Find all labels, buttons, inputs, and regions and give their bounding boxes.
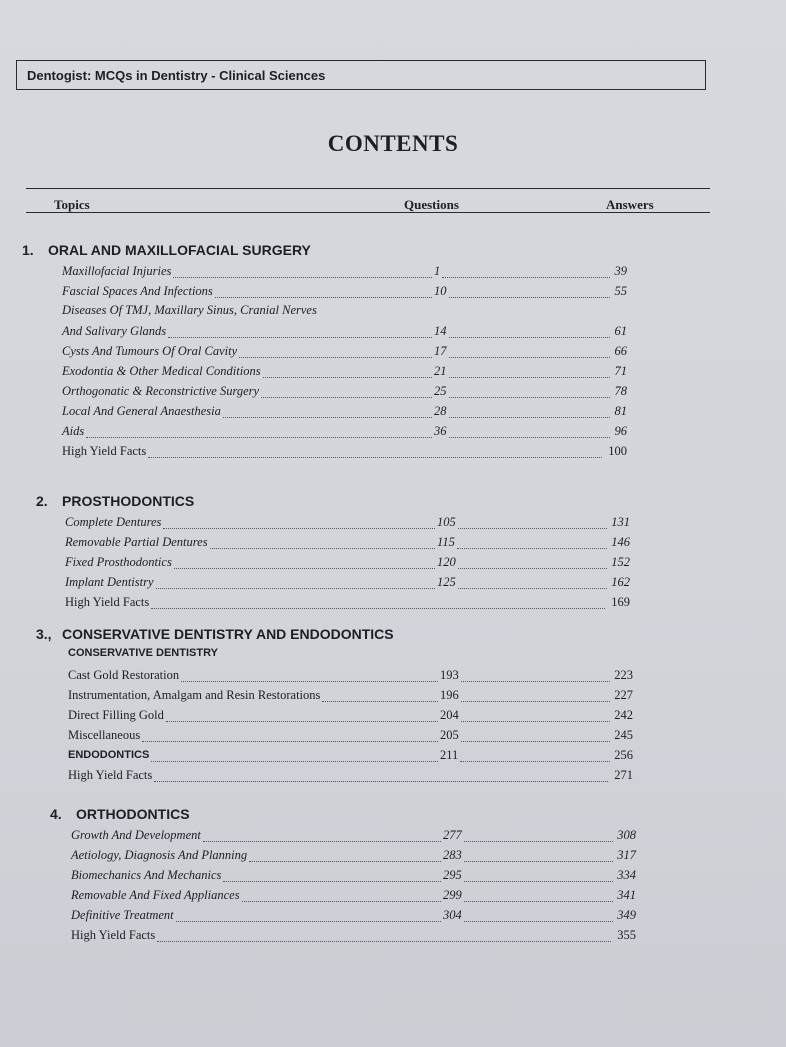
toc-entry-answer-page: 349 (617, 908, 636, 922)
toc-entry-question-page: 299 (443, 888, 462, 902)
dot-leader (464, 845, 613, 862)
toc-entry-answer-page: 71 (614, 364, 627, 378)
dot-leader (464, 825, 613, 842)
toc-entry (71, 826, 636, 846)
toc-entry-question-page: 21 (434, 364, 447, 378)
dot-leader (449, 381, 610, 398)
toc-entry (62, 262, 627, 282)
toc-entry-title: Growth And Development (71, 828, 201, 842)
toc-entry-question-page: 277 (443, 828, 462, 842)
toc-entry-answer-page: 39 (614, 264, 627, 278)
toc-entry-title: Definitive Treatment (71, 908, 174, 922)
dot-leader (458, 512, 607, 529)
toc-entry-title: Cysts And Tumours Of Oral Cavity (62, 344, 238, 358)
toc-entry-title: Removable And Fixed Appliances (71, 888, 240, 902)
dot-leader (461, 705, 610, 722)
dot-leader (181, 665, 438, 682)
toc-entry-title: High Yield Facts (68, 768, 153, 782)
dot-leader (86, 421, 432, 438)
toc-entry (62, 442, 627, 462)
dot-leader (464, 865, 613, 882)
toc-entry-question-page: 120 (437, 555, 456, 569)
toc-entry-title: Biomechanics And Mechanics (71, 868, 222, 882)
dot-leader (261, 381, 432, 398)
column-header-answers: Answers (606, 197, 654, 212)
toc-entry (65, 573, 630, 593)
toc-entry (68, 686, 633, 706)
dot-leader (458, 552, 607, 569)
toc-entry-question-page: 193 (440, 668, 459, 682)
toc-entry-question-page: 17 (434, 344, 447, 358)
toc-entry-answer-page: 96 (614, 424, 627, 438)
toc-entry-answer-page: 317 (617, 848, 636, 862)
toc-entry-title: Aetiology, Diagnosis And Planning (71, 848, 248, 862)
section-heading (36, 626, 394, 642)
toc-entry (68, 706, 633, 726)
section-number: 3., (36, 626, 52, 642)
toc-entry-title: Direct Filling Gold (68, 708, 164, 722)
dot-leader (242, 885, 441, 902)
toc-entry-title: Maxillofacial Injuries (62, 264, 172, 278)
toc-entry (62, 402, 627, 422)
dot-leader (457, 532, 607, 549)
toc-entry-title: Removable Partial Dentures (65, 535, 208, 549)
toc-entry (71, 926, 636, 946)
dot-leader (449, 321, 610, 338)
toc-entry-answer-page: 81 (614, 404, 627, 418)
dot-leader (215, 281, 432, 298)
dot-leader (460, 745, 610, 762)
dot-leader (461, 665, 610, 682)
dot-leader (151, 745, 438, 762)
toc-entry (68, 746, 633, 766)
toc-entry-answer-page: 308 (617, 828, 636, 842)
dot-leader (239, 341, 432, 358)
dot-leader (458, 572, 607, 589)
toc-entry (71, 846, 636, 866)
toc-entry-answer-page: 227 (614, 688, 633, 702)
table-header-rule (26, 212, 710, 213)
toc-entry-question-page: 125 (437, 575, 456, 589)
dot-leader (249, 845, 441, 862)
toc-entry (68, 766, 633, 786)
toc-entry-question-page: 10 (434, 284, 447, 298)
dot-leader (156, 572, 435, 589)
toc-entry (65, 533, 630, 553)
toc-entry-question-page: 1 (434, 264, 441, 278)
dot-leader (449, 421, 610, 438)
dot-leader (148, 441, 602, 458)
dot-leader (449, 361, 610, 378)
dot-leader (223, 865, 441, 882)
toc-entry-question-page: 304 (443, 908, 462, 922)
toc-entry-title: High Yield Facts (65, 595, 150, 609)
toc-entry-title: Fascial Spaces And Infections (62, 284, 213, 298)
column-header-topics: Topics (54, 197, 90, 212)
dot-leader (174, 552, 435, 569)
toc-entry-title: Fixed Prosthodontics (65, 555, 172, 569)
toc-entry-title: And Salivary Glands (62, 324, 167, 338)
toc-entry-title: High Yield Facts (71, 928, 156, 942)
toc-entry-answer-page: 78 (614, 384, 627, 398)
section-number: 4. (50, 806, 62, 822)
toc-entry-title: High Yield Facts (62, 444, 147, 458)
dot-leader (168, 321, 432, 338)
dot-leader (461, 685, 610, 702)
dot-leader (151, 592, 605, 609)
toc-entry (62, 322, 627, 342)
dot-leader (163, 512, 435, 529)
dot-leader (263, 361, 432, 378)
dot-leader (322, 685, 438, 702)
toc-entry-question-page: 295 (443, 868, 462, 882)
dot-leader (449, 401, 610, 418)
dot-leader (173, 261, 432, 278)
toc-entry-question-page: 36 (434, 424, 447, 438)
toc-entry-answer-page: 223 (614, 668, 633, 682)
toc-entry-title: Aids (62, 424, 85, 438)
toc-entry-answer-page: 131 (611, 515, 630, 529)
dot-leader (157, 925, 611, 942)
section-title: PROSTHODONTICS (62, 493, 195, 509)
toc-entry-title: Instrumentation, Amalgam and Resin Restorations (68, 688, 321, 702)
toc-entry (62, 382, 627, 402)
table-top-rule (26, 188, 710, 189)
section-title: ORTHODONTICS (76, 806, 190, 822)
section-number: 1. (22, 242, 34, 258)
toc-entry-title-line: Diseases Of TMJ, Maxillary Sinus, Cranial Nerves (62, 303, 317, 317)
toc-entry (65, 553, 630, 573)
dot-leader (223, 401, 432, 418)
dot-leader (449, 281, 610, 298)
toc-entry-answer-page: 256 (614, 748, 633, 762)
toc-entry-title: Complete Dentures (65, 515, 162, 529)
toc-entry-title: Exodontia & Other Medical Conditions (62, 364, 261, 378)
toc-entry (62, 422, 627, 442)
toc-entry-answer-page: 152 (611, 555, 630, 569)
dot-leader (203, 825, 441, 842)
toc-entry-question-page: 205 (440, 728, 459, 742)
toc-entry (62, 342, 627, 362)
toc-entry (65, 513, 630, 533)
toc-entry-answer-page: 334 (617, 868, 636, 882)
toc-entry-title: Miscellaneous (68, 728, 141, 742)
toc-entry-question-page: 25 (434, 384, 447, 398)
dot-leader (464, 885, 613, 902)
dot-leader (449, 341, 610, 358)
running-header-box (16, 60, 706, 90)
toc-entry (71, 906, 636, 926)
toc-entry (65, 593, 630, 613)
toc-entry-question-page: 14 (434, 324, 447, 338)
dot-leader (154, 765, 608, 782)
toc-entry-answer-page: 66 (614, 344, 627, 358)
toc-entry-question-page: 196 (440, 688, 459, 702)
section-heading (50, 806, 190, 822)
toc-entry-answer-page: 61 (614, 324, 627, 338)
section-heading (36, 493, 194, 509)
toc-entry (68, 666, 633, 686)
dot-leader (461, 725, 610, 742)
column-header-questions: Questions (404, 197, 459, 212)
toc-entry-answer-page: 242 (614, 708, 633, 722)
toc-entry-title: Implant Dentistry (65, 575, 154, 589)
dot-leader (176, 905, 441, 922)
section-number: 2. (36, 493, 48, 509)
toc-entry-answer-page: 169 (611, 595, 630, 609)
toc-entry (71, 866, 636, 886)
toc-entry-title: ENDODONTICS (68, 749, 150, 761)
toc-entry-question-page: 211 (440, 748, 459, 762)
toc-entry-answer-page: 355 (617, 928, 636, 942)
dot-leader (442, 261, 610, 278)
dot-leader (464, 905, 613, 922)
toc-entry (71, 886, 636, 906)
toc-entry-answer-page: 271 (614, 768, 633, 782)
dot-leader (166, 705, 438, 722)
dot-leader (210, 532, 435, 549)
toc-entry (62, 362, 627, 382)
toc-entry-question-page: 204 (440, 708, 459, 722)
toc-entry-answer-page: 245 (614, 728, 633, 742)
toc-entry-question-page: 28 (434, 404, 447, 418)
toc-entry-question-page: 105 (437, 515, 456, 529)
toc-entry-question-page: 283 (443, 848, 462, 862)
toc-entry-title: Cast Gold Restoration (68, 668, 180, 682)
toc-entry-title: Orthogonatic & Reconstrictive Surgery (62, 384, 260, 398)
toc-entry-answer-page: 100 (608, 444, 627, 458)
section-heading (22, 242, 311, 258)
toc-entry-answer-page: 162 (611, 575, 630, 589)
toc-entry-answer-page: 341 (617, 888, 636, 902)
page-title: CONTENTS (327, 131, 459, 156)
dot-leader (142, 725, 438, 742)
toc-entry-answer-page: 146 (611, 535, 630, 549)
toc-entry (68, 726, 633, 746)
running-header-title: Dentogist: MCQs in Dentistry - Clinical Sciences (27, 68, 326, 83)
subsection-heading: CONSERVATIVE DENTISTRY (68, 647, 218, 659)
toc-entry-answer-page: 55 (614, 284, 627, 298)
toc-entry-question-page: 115 (437, 535, 455, 549)
toc-entry (62, 282, 627, 302)
toc-entry-title: Local And General Anaesthesia (62, 404, 221, 418)
section-title: CONSERVATIVE DENTISTRY AND ENDODONTICS (62, 626, 394, 642)
section-title: ORAL AND MAXILLOFACIAL SURGERY (48, 242, 311, 258)
